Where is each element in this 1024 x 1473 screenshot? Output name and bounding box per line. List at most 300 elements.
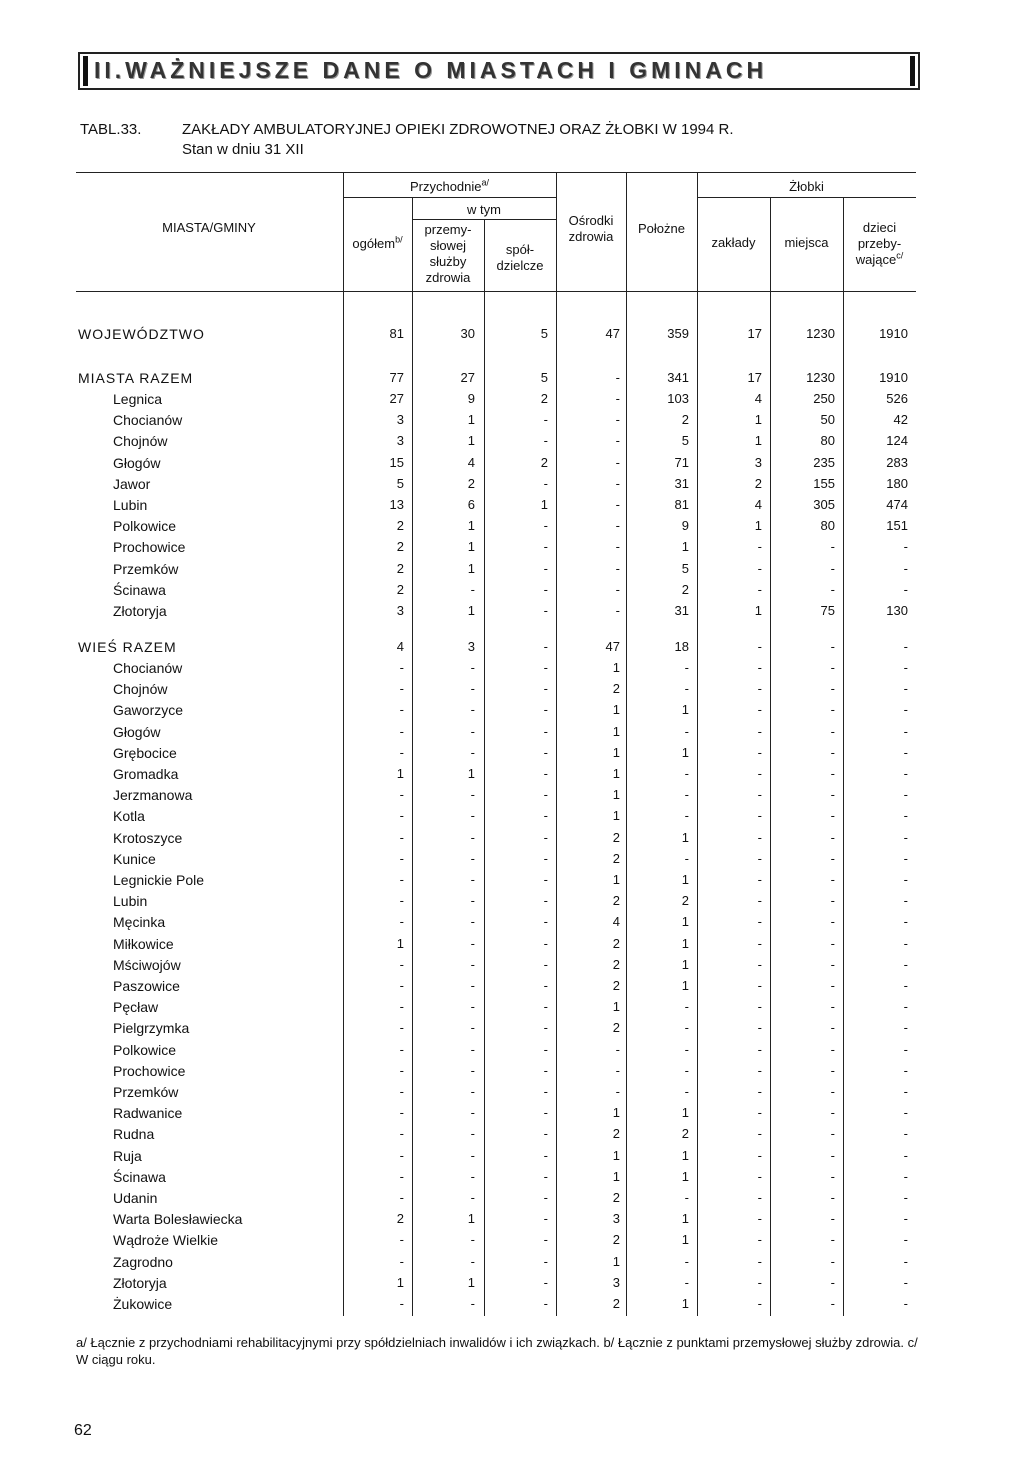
table-cell: 1 <box>681 1211 689 1227</box>
table-cell: - <box>543 433 548 449</box>
row-label: Polkowice <box>113 1041 177 1058</box>
table-cell: - <box>399 956 404 972</box>
table-cell: 2 <box>612 893 620 909</box>
footnote: a/ Łącznie z przychodniami rehabilitacyjnymi przy spółdzielniach inwalidów i ich związkach. b/ Łącznie z punktami przemysłowej służby zdrowia. c/ W ciągu roku. <box>76 1335 918 1367</box>
przychodnie-rule <box>343 197 556 198</box>
table-cell: 75 <box>820 603 835 618</box>
table-cell: - <box>543 1062 548 1078</box>
table-cell: - <box>757 639 762 654</box>
table-cell: - <box>757 744 762 760</box>
table-cell: - <box>830 581 835 597</box>
table-cell: - <box>903 914 908 930</box>
table-cell: 1910 <box>879 326 908 341</box>
table-cell: - <box>903 935 908 951</box>
table-cell: - <box>543 935 548 951</box>
table-cell: - <box>903 560 908 576</box>
table-cell: - <box>903 723 908 739</box>
table-cell: 1 <box>754 412 762 428</box>
column-rule <box>770 197 771 1316</box>
table-cell: - <box>757 681 762 697</box>
table-cell: - <box>757 935 762 951</box>
row-label: Udanin <box>113 1190 158 1206</box>
table-cell: - <box>903 1126 908 1142</box>
table-cell: 80 <box>820 433 835 449</box>
table-cell: - <box>903 978 908 993</box>
header-zaklady: zakłady <box>711 235 756 250</box>
table-cell: 2 <box>396 518 404 534</box>
row-label: Jerzmanowa <box>113 787 193 804</box>
table-cell: - <box>757 1020 762 1036</box>
table-cell: - <box>830 1190 835 1205</box>
table-cell: 1230 <box>806 370 835 385</box>
table-cell: - <box>543 914 548 930</box>
header-miejsca: miejsca <box>784 235 829 250</box>
table-cell: - <box>830 1168 835 1184</box>
table-cell: 27 <box>389 391 404 406</box>
table-cell: 27 <box>460 370 475 385</box>
table-cell: 2 <box>612 681 620 697</box>
table-cell: 2 <box>681 893 689 909</box>
table-cell: - <box>615 497 620 512</box>
table-cell: - <box>470 1232 475 1248</box>
table-cell: - <box>684 999 689 1015</box>
table-cell: 30 <box>460 326 475 341</box>
table-cell: 5 <box>681 560 689 576</box>
table-cell: - <box>399 1232 404 1248</box>
table-cell: 2 <box>612 829 620 845</box>
row-label: Radwanice <box>113 1105 183 1122</box>
table-cell: - <box>830 681 835 697</box>
table-cell: - <box>757 1147 762 1163</box>
table-cell: - <box>757 808 762 824</box>
column-rule <box>484 219 485 1316</box>
table-cell: - <box>543 1296 548 1311</box>
header-miasta-gminy: MIASTA/GMINY <box>162 220 256 235</box>
table-cell: 2 <box>396 1211 404 1227</box>
table-cell: - <box>684 766 689 781</box>
table-cell: - <box>757 1168 762 1184</box>
table-cell: 15 <box>389 454 404 470</box>
table-cell: 124 <box>886 433 908 449</box>
row-label: Ścinawa <box>113 581 166 598</box>
table-cell: 80 <box>820 518 835 534</box>
table-cell: - <box>830 1253 835 1269</box>
row-label: Miłkowice <box>113 935 174 952</box>
table-cell: 4 <box>612 914 620 930</box>
table-cell: 2 <box>612 935 620 951</box>
table-cell: - <box>615 603 620 618</box>
table-cell: - <box>903 539 908 555</box>
table-cell: - <box>399 808 404 824</box>
table-cell: - <box>903 956 908 972</box>
table-cell: 9 <box>681 518 689 534</box>
table-cell: - <box>903 999 908 1015</box>
banner-right-bar <box>910 56 915 86</box>
table-cell: 151 <box>886 518 908 534</box>
table-cell: 47 <box>605 639 620 654</box>
table-cell: - <box>757 1190 762 1205</box>
table-title: ZAKŁADY AMBULATORYJNEJ OPIEKI ZDROWOTNEJ ORAZ ŻŁOBKI W 1994 R. <box>182 121 734 138</box>
table-cell: - <box>615 433 620 449</box>
table-cell: - <box>903 1274 908 1290</box>
table-cell: - <box>684 681 689 697</box>
table-cell: 2 <box>612 1020 620 1036</box>
row-label: Przemków <box>113 1084 179 1100</box>
table-cell: - <box>615 412 620 428</box>
table-cell: 81 <box>674 497 689 512</box>
table-cell: - <box>399 999 404 1015</box>
table-cell: - <box>543 893 548 909</box>
table-cell: - <box>399 681 404 697</box>
table-cell: 5 <box>396 475 404 491</box>
table-cell: - <box>830 1232 835 1248</box>
table-cell: 2 <box>681 412 689 428</box>
table-cell: 235 <box>813 454 835 470</box>
table-cell: 18 <box>674 639 689 654</box>
table-cell: - <box>903 1147 908 1163</box>
column-rule <box>626 172 627 1316</box>
section-banner <box>78 52 920 90</box>
table-cell: 1 <box>681 702 689 718</box>
table-cell: - <box>470 872 475 887</box>
table-cell: - <box>470 1168 475 1184</box>
table-cell: 1 <box>681 1105 689 1121</box>
table-cell: - <box>830 999 835 1015</box>
table-cell: 5 <box>540 370 548 385</box>
table-cell: - <box>543 560 548 576</box>
table-cell: - <box>684 1274 689 1290</box>
table-cell: 2 <box>681 581 689 597</box>
group-row-label: MIASTA RAZEM <box>78 370 194 386</box>
table-cell: 130 <box>886 603 908 618</box>
table-cell: - <box>470 999 475 1015</box>
row-label: Polkowice <box>113 518 177 535</box>
table-cell: 1 <box>612 1253 620 1269</box>
table-cell: - <box>543 1253 548 1269</box>
table-cell: 5 <box>540 326 548 341</box>
table-cell: - <box>684 808 689 824</box>
table-cell: - <box>830 1084 835 1099</box>
table-cell: - <box>830 956 835 972</box>
table-cell: - <box>399 1020 404 1036</box>
table-cell: - <box>399 978 404 993</box>
table-cell: - <box>757 999 762 1015</box>
table-cell: - <box>830 639 835 654</box>
table-cell: - <box>684 1020 689 1036</box>
table-cell: - <box>543 1084 548 1099</box>
row-label: Ruja <box>113 1147 142 1164</box>
header-spoldzielcze: spół- dzielcze <box>496 242 544 273</box>
row-label: Ścinawa <box>113 1168 166 1185</box>
table-cell: - <box>543 681 548 697</box>
header-zlobki: Żłobki <box>789 179 824 194</box>
row-label: Chocianów <box>113 412 183 429</box>
table-cell: - <box>757 1126 762 1142</box>
table-cell: - <box>399 1062 404 1078</box>
table-cell: - <box>615 560 620 576</box>
table-cell: - <box>903 872 908 887</box>
table-cell: 341 <box>667 370 689 385</box>
table-cell: - <box>903 766 908 781</box>
table-cell: 1 <box>612 872 620 887</box>
row-label: Krotoszyce <box>113 829 183 846</box>
header-w-tym: w tym <box>467 202 501 217</box>
table-cell: 1 <box>681 1296 689 1311</box>
table-cell: - <box>470 1126 475 1142</box>
row-label: Męcinka <box>113 914 166 931</box>
table-cell: - <box>543 1105 548 1121</box>
table-cell: 2 <box>612 1126 620 1142</box>
table-cell: 2 <box>540 454 548 470</box>
row-label: Prochowice <box>113 539 186 556</box>
row-label: Kotla <box>113 808 145 825</box>
table-cell: - <box>903 1296 908 1311</box>
row-label: Legnica <box>113 391 163 407</box>
row-label: Kunice <box>113 850 156 867</box>
table-cell: - <box>543 744 548 760</box>
table-cell: - <box>543 539 548 555</box>
table-cell: - <box>830 893 835 909</box>
table-cell: - <box>543 1126 548 1142</box>
table-cell: - <box>757 560 762 576</box>
table-cell: 1 <box>681 1232 689 1248</box>
table-cell: - <box>543 1274 548 1290</box>
table-cell: - <box>615 1062 620 1078</box>
table-cell: 1 <box>754 603 762 618</box>
row-label: Pielgrzymka <box>113 1020 190 1037</box>
table-cell: - <box>470 1020 475 1036</box>
table-cell: - <box>543 518 548 534</box>
table-cell: - <box>470 978 475 993</box>
table-cell: 1 <box>681 539 689 555</box>
table-cell: - <box>903 1062 908 1078</box>
table-cell: - <box>470 681 475 697</box>
table-cell: 3 <box>396 603 404 618</box>
table-cell: 6 <box>467 497 475 512</box>
table-cell: 1 <box>612 1105 620 1121</box>
table-cell: - <box>543 475 548 491</box>
table-cell: - <box>830 723 835 739</box>
row-label: Chojnów <box>113 681 168 698</box>
table-cell: 3 <box>612 1211 620 1227</box>
table-cell: - <box>757 660 762 675</box>
table-cell: - <box>757 1274 762 1290</box>
table-cell: 1 <box>612 702 620 718</box>
row-label: Złotoryja <box>113 603 167 619</box>
table-cell: 4 <box>754 497 762 512</box>
table-cell: - <box>399 872 404 887</box>
table-cell: 2 <box>396 581 404 597</box>
table-cell: 2 <box>612 850 620 866</box>
table-cell: - <box>830 560 835 576</box>
table-cell: - <box>399 1190 404 1205</box>
table-cell: 2 <box>396 539 404 555</box>
table-cell: - <box>470 935 475 951</box>
table-cell: - <box>543 1232 548 1248</box>
table-cell: 3 <box>754 454 762 470</box>
table-cell: 1 <box>467 412 475 428</box>
table-cell: - <box>543 872 548 887</box>
table-cell: 1 <box>681 935 689 951</box>
table-cell: - <box>399 850 404 866</box>
table-cell: - <box>903 660 908 675</box>
row-label: Żukowice <box>113 1296 173 1312</box>
table-cell: - <box>757 1084 762 1099</box>
header-osrodki: Ośrodki zdrowia <box>568 213 614 244</box>
table-cell: - <box>470 1105 475 1121</box>
table-cell: - <box>399 893 404 909</box>
table-cell: - <box>543 808 548 824</box>
table-cell: - <box>830 1041 835 1057</box>
table-cell: - <box>399 829 404 845</box>
table-cell: 359 <box>667 326 689 341</box>
table-cell: 3 <box>612 1274 620 1290</box>
table-cell: 1 <box>681 829 689 845</box>
column-rule <box>412 197 413 1316</box>
table-cell: 155 <box>813 475 835 491</box>
table-cell: - <box>903 744 908 760</box>
table-cell: - <box>903 1105 908 1121</box>
table-cell: 1 <box>681 978 689 993</box>
table-cell: - <box>757 766 762 781</box>
table-cell: - <box>830 1126 835 1142</box>
table-cell: - <box>615 475 620 491</box>
table-cell: 3 <box>396 412 404 428</box>
row-label: Pęcław <box>113 999 159 1016</box>
table-cell: - <box>399 744 404 760</box>
table-cell: - <box>903 1211 908 1227</box>
table-cell: 71 <box>674 454 689 470</box>
page-number: 62 <box>74 1422 92 1439</box>
table-cell: - <box>470 1296 475 1311</box>
table-cell: - <box>830 744 835 760</box>
row-label: Głogów <box>113 454 161 471</box>
table-cell: - <box>470 787 475 803</box>
table-cell: - <box>615 454 620 470</box>
table-cell: - <box>543 956 548 972</box>
zlobki-rule <box>697 197 916 198</box>
table-cell: - <box>830 660 835 675</box>
table-cell: - <box>757 1296 762 1311</box>
row-label: Mściwojów <box>113 956 181 973</box>
row-label: Grębocice <box>113 744 177 761</box>
table-cell: 1 <box>612 1147 620 1163</box>
table-cell: 283 <box>886 454 908 470</box>
table-cell: - <box>757 850 762 866</box>
table-cell: - <box>903 1232 908 1248</box>
table-cell: - <box>615 1041 620 1057</box>
table-cell: 1 <box>681 744 689 760</box>
table-cell: 3 <box>467 639 475 654</box>
table-cell: - <box>830 1147 835 1163</box>
table-cell: - <box>543 1041 548 1057</box>
table-cell: - <box>903 829 908 845</box>
table-cell: - <box>470 1084 475 1099</box>
row-label: Lubin <box>113 893 148 910</box>
table-cell: - <box>903 639 908 654</box>
table-cell: 5 <box>681 433 689 449</box>
table-cell: 1230 <box>806 326 835 341</box>
table-cell: 47 <box>605 326 620 341</box>
table-cell: - <box>615 1084 620 1099</box>
table-cell: 1 <box>467 766 475 781</box>
table-cell: 1 <box>467 1211 475 1227</box>
table-cell: - <box>684 723 689 739</box>
table-cell: - <box>684 1084 689 1099</box>
table-cell: - <box>470 660 475 675</box>
table-cell: - <box>470 1190 475 1205</box>
table-cell: 1 <box>612 744 620 760</box>
table-cell: 1 <box>612 723 620 739</box>
table-cell: - <box>543 702 548 718</box>
table-cell: 1 <box>396 1274 404 1290</box>
table-cell: 1910 <box>879 370 908 385</box>
table-cell: 50 <box>820 412 835 428</box>
table-cell: - <box>903 1168 908 1184</box>
table-cell: 1 <box>612 999 620 1015</box>
table-cell: - <box>399 1126 404 1142</box>
table-cell: - <box>830 702 835 718</box>
banner-left-bar <box>83 56 88 86</box>
table-cell: 42 <box>893 412 908 428</box>
table-cell: 2 <box>467 475 475 491</box>
table-cell: - <box>470 581 475 597</box>
table-cell: - <box>830 872 835 887</box>
table-cell: - <box>470 1253 475 1269</box>
table-cell: - <box>684 1190 689 1205</box>
table-cell: - <box>399 1168 404 1184</box>
table-cell: 1 <box>467 1274 475 1290</box>
table-cell: 103 <box>667 391 689 406</box>
table-cell: 1 <box>396 766 404 781</box>
table-cell: - <box>684 1253 689 1269</box>
table-cell: 1 <box>467 603 475 618</box>
column-rule <box>343 172 344 1316</box>
table-cell: - <box>399 1253 404 1269</box>
table-cell: - <box>903 850 908 866</box>
table-cell: - <box>757 787 762 803</box>
table-cell: 9 <box>467 391 475 406</box>
table-cell: - <box>757 893 762 909</box>
table-cell: - <box>830 1296 835 1311</box>
table-cell: - <box>399 1105 404 1121</box>
table-cell: - <box>543 723 548 739</box>
table-cell: 2 <box>681 1126 689 1142</box>
table-cell: - <box>903 1253 908 1269</box>
table-cell: - <box>830 935 835 951</box>
table-cell: - <box>903 787 908 803</box>
table-cell: - <box>830 787 835 803</box>
table-cell: 305 <box>813 497 835 512</box>
table-cell: 1 <box>681 872 689 887</box>
table-cell: - <box>470 829 475 845</box>
table-cell: 4 <box>396 639 404 654</box>
row-label: Legnickie Pole <box>113 872 205 888</box>
table-cell: 2 <box>612 956 620 972</box>
table-cell: 31 <box>674 603 689 618</box>
table-cell: - <box>684 850 689 866</box>
table-cell: - <box>470 956 475 972</box>
row-label: Gromadka <box>113 766 179 782</box>
table-cell: 31 <box>674 475 689 491</box>
table-cell: 4 <box>754 391 762 406</box>
table-cell: 1 <box>612 808 620 824</box>
table-cell: 1 <box>467 518 475 534</box>
table-cell: 1 <box>540 497 548 512</box>
table-cell: 1 <box>612 766 620 781</box>
table-cell: - <box>903 1084 908 1099</box>
table-cell: - <box>757 829 762 845</box>
